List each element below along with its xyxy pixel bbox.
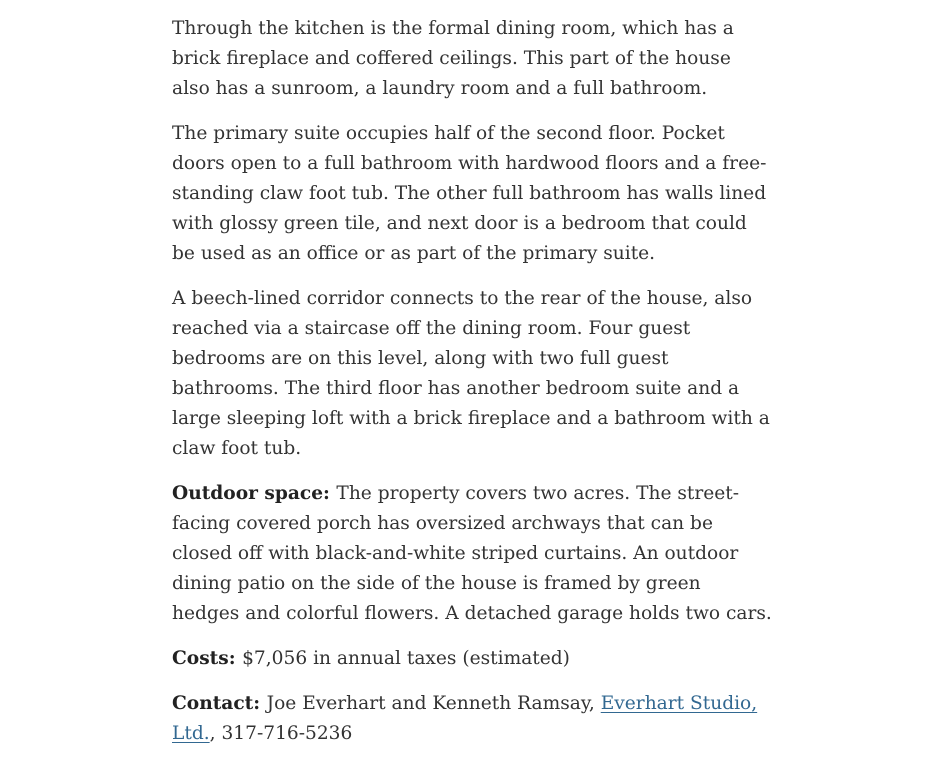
contact-phone: , 317-716-5236 [209,723,353,744]
paragraph-contact [172,689,772,749]
paragraph-dining-room: Through the kitchen is the formal dining room, which has a brick fireplace and coffered ceilings. This part of the house also has a sunroom, a laundry room and a full bathroom. [172,18,734,99]
contact-text: Joe Everhart and Kenneth Ramsay, [266,693,601,714]
paragraph-primary-suite: The primary suite occupies half of the second floor. Pocket doors open to a full bathroom with hardwood floors and a free-standing claw foot tub. The other full bathroom has walls lined with glossy green tile, and next door is a bedroom that could be used as an office or as part of the primary suite. [172,123,767,264]
outdoor-space-label: Outdoor space: [172,483,330,504]
paragraph-outdoor-space [172,479,772,629]
contact-label: Contact: [172,693,261,714]
costs-label: Costs: [172,648,236,669]
paragraph-costs [172,644,772,674]
costs-text: $7,056 in annual taxes (estimated) [242,648,570,669]
paragraph-corridor: A beech-lined corridor connects to the rear of the house, also reached via a staircase off the dining room. Four guest bedrooms are on this level, along with two full guest bathrooms. The third floor has another bedroom suite and a large sleeping loft with a brick fireplace and a bathroom with a claw foot tub. [172,288,770,459]
everhart-studio-link[interactable]: Everhart Studio, Ltd. [172,693,758,744]
outdoor-space-text: The property covers two acres. The street-facing covered porch has oversized archways that can be closed off with black-and-white striped curtains. An outdoor dining patio on the side of the house is framed by green hedges and colorful flowers. A detached garage holds two cars. [172,483,772,624]
article-body [172,14,772,764]
